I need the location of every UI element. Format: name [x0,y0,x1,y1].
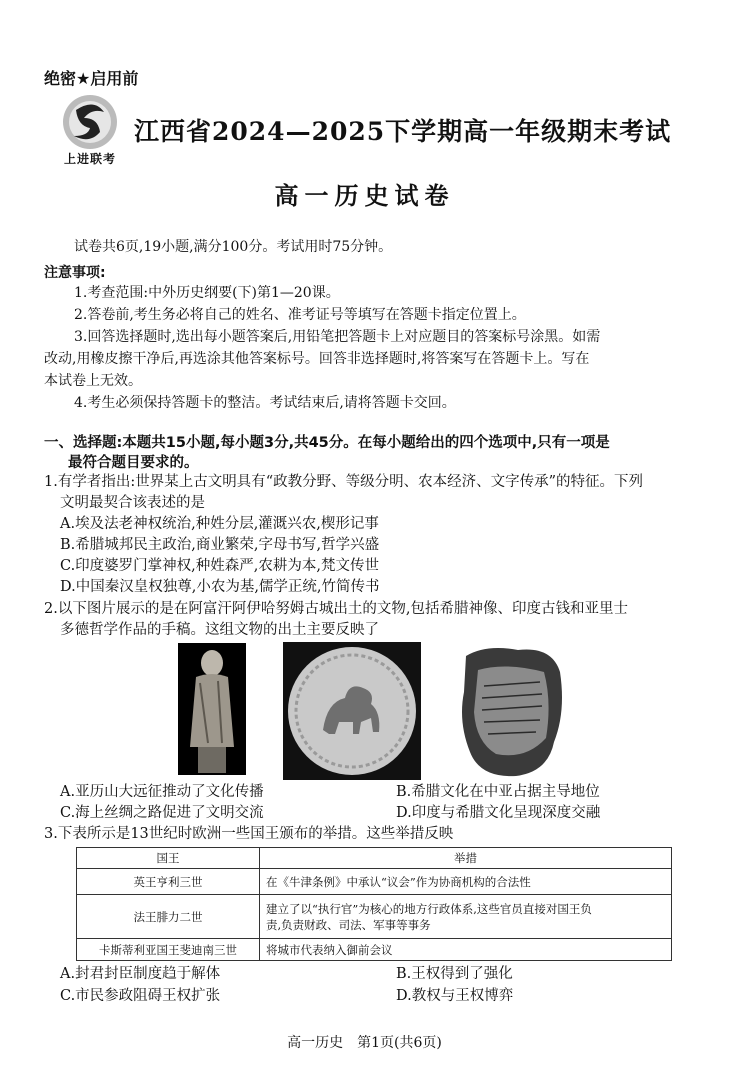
q2-stem: 多德哲学作品的手稿。这组文物的出土主要反映了 [60,622,379,638]
table-cell [260,895,672,939]
manuscript-fragment-image [456,642,566,780]
section-heading: 一、选择题:本题共15小题,每小题3分,共45分。在每小题给出的四个选项中,只有一项是 [44,435,610,451]
table-row [77,939,672,961]
q1-option-b: B.希腊城邦民主政治,商业繁荣,字母书写,哲学兴盛 [60,537,380,553]
table-header: 国王 [77,848,260,869]
q3-stem: 3.下表所示是13世纪时欧洲一些国王颁布的举措。这些举措反映 [44,826,454,842]
exam-title: 江西省2024—2025下学期高一年级期末考试 [134,117,672,146]
q2-option-a: A.亚历山大远征推动了文化传播 [60,784,264,800]
table-row [77,869,672,895]
q3-option-a: A.封君封臣制度趋于解体 [60,966,221,982]
notice-item: 1.考查范围:中外历史纲要(下)第1—20课。 [74,285,340,301]
table-header: 举措 [260,848,672,869]
notice-item: 2.答卷前,考生务必将自己的姓名、准考证号等填写在答题卡指定位置上。 [74,307,526,323]
table-cell-line: 责,负责财政、司法、军事等事务 [266,917,431,932]
paper-title: 高一历史试卷 [274,182,455,210]
table-row [77,895,672,939]
confidential-label: 绝密★启用前 [44,69,139,88]
notice-heading: 注意事项: [44,265,106,281]
q1-stem: 1.有学者指出:世界某上古文明具有“政教分野、等级分明、农本经济、文字传承”的特征。下列 [44,474,644,490]
q1-option-d: D.中国秦汉皇权独尊,小农为基,儒学正统,竹简传书 [60,579,380,595]
q2-option-c: C.海上丝绸之路促进了文明交流 [60,805,264,821]
q2-option-b: B.希腊文化在中亚占据主导地位 [396,784,600,800]
q3-option-d: D.教权与王权博弈 [396,988,514,1004]
table-cell: 将城市代表纳入御前会议 [260,939,672,961]
table-cell: 英王亨利三世 [77,869,260,895]
q1-option-c: C.印度婆罗门掌神权,种姓森严,农耕为本,梵文传世 [60,558,380,574]
q3-option-c: C.市民参政阻碍王权扩张 [60,988,221,1004]
notice-item: 4.考生必须保持答题卡的整洁。考试结束后,请将答题卡交回。 [74,395,456,411]
logo-text: 上进联考 [63,152,116,166]
table-cell: 卡斯蒂利亚国王斐迪南三世 [77,939,260,961]
indian-coin-image [283,642,421,780]
greek-statue-image [178,643,246,775]
table-cell: 在《牛津条例》中承认“议会”作为协商机构的合法性 [260,869,672,895]
notice-item: 3.回答选择题时,选出每小题答案后,用铅笔把答题卡上对应题目的答案标号涂黑。如需 [74,329,601,345]
q2-option-d: D.印度与希腊文化呈现深度交融 [396,805,601,821]
exam-intro: 试卷共6页,19小题,满分100分。考试用时75分钟。 [74,239,393,255]
q3-option-b: B.王权得到了强化 [396,966,513,982]
table-cell-line: 建立了以“执行官”为核心的地方行政体系,这些官员直接对国王负 [266,901,592,916]
q3-table [76,847,672,961]
notice-item: 本试卷上无效。 [44,373,142,389]
q1-option-a: A.埃及法老神权统治,种姓分层,灌溉兴农,楔形记事 [60,516,379,532]
section-heading-cont: 最符合题目要求的。 [68,455,199,471]
page-footer: 高一历史 第1页(共6页) [287,1035,442,1051]
q1-stem: 文明最契合该表述的是 [60,495,205,511]
notice-item: 改动,用橡皮擦干净后,再选涂其他答案标号。回答非选择题时,将答案写在答题卡上。写在 [44,351,590,367]
q2-stem: 2.以下图片展示的是在阿富汗阿伊哈努姆古城出土的文物,包括希腊神像、印度古钱和亚里士 [44,601,628,617]
table-cell: 法王腓力二世 [77,895,260,939]
